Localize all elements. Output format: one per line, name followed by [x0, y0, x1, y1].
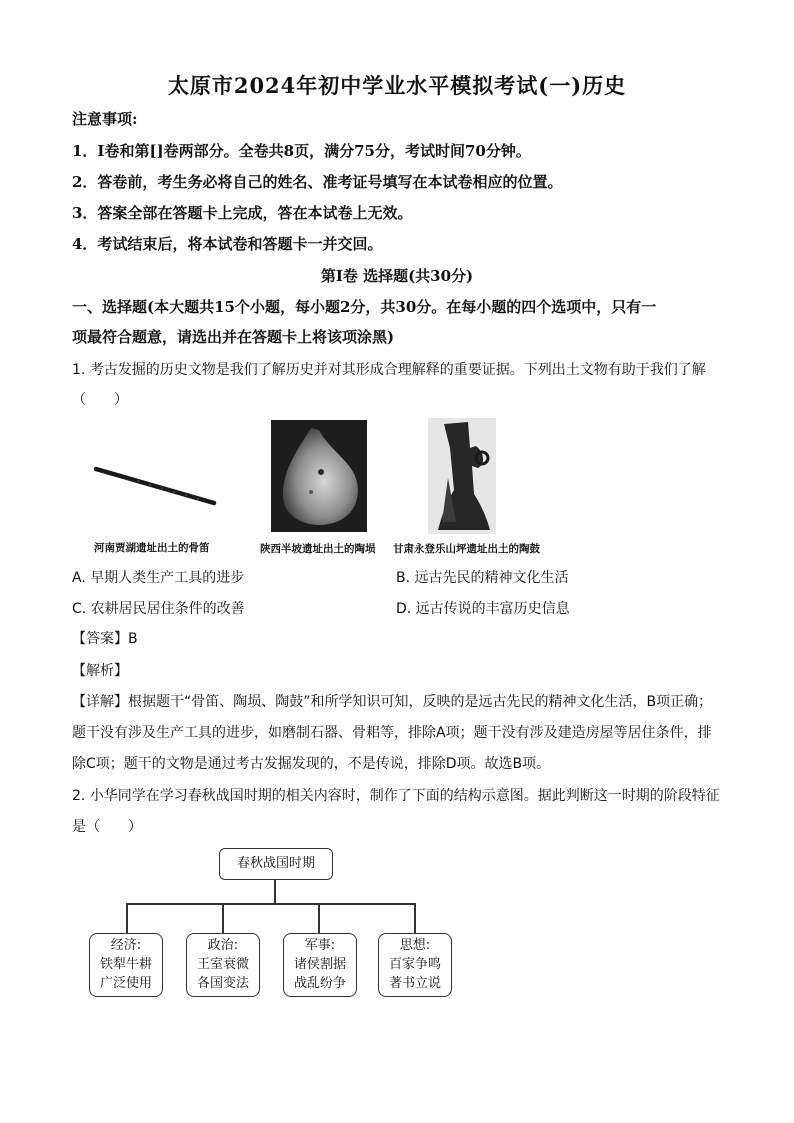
diagram-connector-2 — [222, 903, 224, 933]
diagram-box-military — [283, 933, 357, 997]
diagram-root-box: 春秋战国时期 — [219, 848, 333, 880]
economy-line2: 铁犁牛耕 — [99, 957, 152, 972]
diagram-connector-horizontal — [126, 903, 416, 905]
thought-heading: 思想: — [399, 938, 431, 953]
pottery-xun-image — [271, 420, 367, 532]
q1-detail-line2: 题干没有涉及生产工具的进步，如磨制石器、骨耜等，排除A项；题干没有涉及建造房屋等居住条件，排 — [72, 725, 712, 741]
politics-heading: 政治: — [207, 938, 239, 953]
q1-option-d: D. 远古传说的丰富历史信息 — [396, 601, 570, 617]
notice-item-4: 4．考试结束后，将本试卷和答题卡一并交回。 — [72, 235, 383, 253]
q2-stem-line1: 2. 小华同学在学习春秋战国时期的相关内容时，制作了下面的结构示意图。据此判断这一时期的阶段特征 — [72, 788, 720, 804]
notice-item-3: 3．答案全部在答题卡上完成，答在本试卷上无效。 — [72, 204, 413, 222]
economy-heading: 经济: — [110, 938, 142, 953]
economy-line3: 广泛使用 — [99, 976, 152, 991]
politics-line2: 王室衰微 — [196, 957, 249, 972]
diagram-connector-3 — [318, 903, 320, 933]
pottery-drum-image — [428, 418, 496, 534]
diagram-box-economy — [89, 933, 163, 997]
q1-analysis-heading: 【解析】 — [72, 663, 128, 679]
notice-heading: 注意事项: — [72, 110, 138, 128]
thought-line2: 百家争鸣 — [388, 957, 441, 972]
page-title: 太原市2024年初中学业水平模拟考试(一)历史 — [167, 73, 627, 98]
q1-detail-line1: 【详解】根据题干“骨笛、陶埙、陶鼓”和所学知识可知，反映的是远古先民的精神文化生活，B项正确； — [72, 694, 713, 710]
q1-stem-line1: 1. 考古发掘的历史文物是我们了解历史并对其形成合理解释的重要证据。下列出土文物有助于我们了解 — [72, 362, 706, 378]
q1-detail-line3: 除C项；题干的文物是通过考古发掘发现的，不是传说，排除D项。故选B项。 — [72, 756, 551, 772]
diagram-box-thought — [378, 933, 452, 997]
q1-answer: 【答案】B — [72, 631, 138, 647]
diagram-box-politics — [186, 933, 260, 997]
diagram-connector-1 — [126, 903, 128, 933]
notice-item-2: 2．答卷前，考生务必将自己的姓名、准考证号填写在本试卷相应的位置。 — [72, 173, 563, 191]
military-line3: 战乱纷争 — [293, 976, 346, 991]
q1-option-b: B. 远古先民的精神文化生活 — [396, 570, 569, 586]
section-instruction-1: 一、选择题(本大题共15个小题，每小题2分，共30分。在每小题的四个选项中，只有一 — [72, 298, 657, 316]
q1-option-c: C. 农耕居民居住条件的改善 — [72, 601, 245, 617]
section-instruction-2: 项最符合题意，请选出并在答题卡上将该项涂黑) — [72, 328, 395, 346]
section-title: 第I卷 选择题(共30分) — [320, 267, 474, 285]
pottery-drum-caption: 甘肃永登乐山坪遗址出土的陶鼓 — [393, 543, 540, 555]
notice-item-1: 1．I卷和第[]卷两部分。全卷共8页，满分75分，考试时间70分钟。 — [72, 142, 531, 160]
bone-flute-image — [88, 455, 220, 525]
thought-line3: 著书立说 — [388, 976, 441, 991]
diagram-connector-vertical — [274, 880, 276, 904]
diagram-connector-4 — [414, 903, 416, 933]
military-line2: 诸侯割据 — [293, 957, 346, 972]
q1-stem-line2: （ ） — [72, 392, 128, 408]
military-heading: 军事: — [304, 938, 336, 953]
q1-option-a: A. 早期人类生产工具的进步 — [72, 570, 245, 586]
pottery-xun-caption: 陕西半坡遗址出土的陶埙 — [260, 543, 376, 555]
bone-flute-caption: 河南贾湖遗址出土的骨笛 — [94, 542, 210, 554]
q2-stem-line2: 是（ ） — [72, 819, 142, 835]
politics-line3: 各国变法 — [196, 976, 249, 991]
